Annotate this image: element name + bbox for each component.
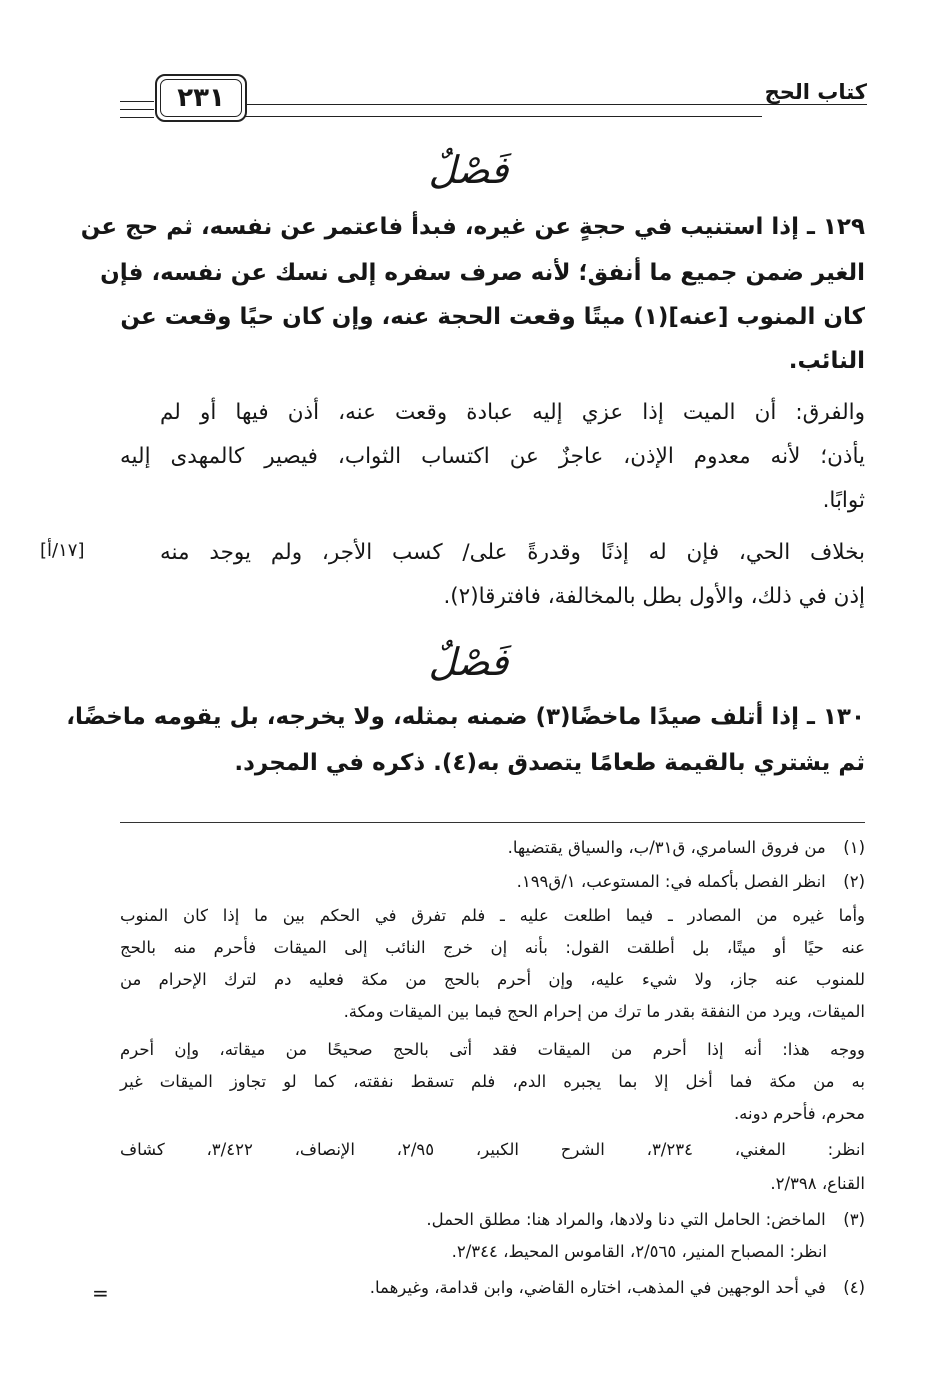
footnote-text-line: انظر: المصباح المنير، ٢/٥٦٥، القاموس المحيط، ٢/٣٤٤. xyxy=(451,1242,827,1261)
footnote-text-line: وأما غيره من المصادر ـ فيما اطلعت عليه ـ فلم تفرق في الحكم بين ما إذا كان المنوب xyxy=(120,906,865,925)
footnote-1 xyxy=(120,838,865,857)
page-number: ٢٣١ xyxy=(177,83,225,113)
footnote-text: انظر الفصل بأكمله في: المستوعب، ١/ق١٩٩. xyxy=(516,872,826,891)
footnote-separator xyxy=(120,822,865,823)
header-rule-left-2 xyxy=(120,109,154,110)
issue-line: ثم يشتري بالقيمة طعامًا يتصدق به(٤). ذكره في المجرد. xyxy=(234,750,865,776)
issue-line: ١٣٠ ـ إذا أتلف صيدًا ماخضًا(٣) ضمنه بمثله، ولا يخرجه، بل يقومه ماخضًا، xyxy=(66,704,865,730)
footnote-text: في أحد الوجهين في المذهب، اختاره القاضي، وابن قدامة، وغيرهما. xyxy=(369,1278,826,1297)
issue-line: كان المنوب [عنه](١) ميتًا وقعت الحجة عنه، وإن كان حيًا وقعت عن xyxy=(120,304,865,330)
footnote-text-line: عنه حيًا أو ميتًا، بل أطلقت القول: بأنه إن خرج النائب إلى الميقات فأحرم منه بالحج xyxy=(120,938,865,957)
difference-line: والفرق: أن الميت إذا عزي إليه عبادة وقعت عنه، أذن فيها أو لم xyxy=(160,400,865,425)
section-heading: فَصْلٌ xyxy=(428,148,509,192)
footnote-number: (٢) xyxy=(843,872,865,891)
header-rule-left-3 xyxy=(120,117,154,118)
header-rule xyxy=(245,104,867,105)
footnote-text-line: الميقات، ويرد من النفقة بقدر ما ترك من إحرام الحج فيما بين الميقات ومكة. xyxy=(343,1002,865,1021)
footnote-text-line: انظر: المغني، ٣/٢٣٤، الشرح الكبير، ٢/٩٥، الإنصاف، ٣/٤٢٢، كشاف xyxy=(120,1140,865,1159)
footnote-text-line: القناع، ٢/٣٩٨. xyxy=(770,1174,865,1193)
header-rule-double xyxy=(245,116,762,117)
header-rule-left xyxy=(120,101,154,102)
footnote-4 xyxy=(120,1278,865,1297)
issue-line: الغير ضمن جميع ما أنفق؛ لأنه صرف سفره إلى نسك عن نفسه، فإن xyxy=(100,260,865,286)
footnote-text-line: ووجه هذا: أنه إذا أحرم من الميقات فقد أتى بالحج صحيحًا من ميقاته، وإن أحرم xyxy=(120,1040,865,1059)
difference-line: يأذن؛ لأنه معدوم الإذن، عاجزٌ عن اكتساب الثواب، فيصير كالمهدى إليه xyxy=(120,444,865,469)
footnote-number: (٤) xyxy=(843,1278,865,1297)
footnote-2 xyxy=(120,872,865,891)
manuscript-folio-note: [١٧/أ] xyxy=(40,540,85,561)
section-heading: فَصْلٌ xyxy=(428,640,509,684)
difference-line: ثوابًا. xyxy=(822,488,865,513)
footnote-3 xyxy=(120,1210,865,1229)
running-head-title: كتاب الحج xyxy=(764,80,867,104)
page-number-badge xyxy=(155,74,247,122)
footnote-number: (٣) xyxy=(843,1210,865,1229)
difference-line: إذن في ذلك، والأول بطل بالمخالفة، فافترقا(٢). xyxy=(443,584,865,609)
issue-line: النائب. xyxy=(788,348,865,374)
footnote-text-line: محرم، فأحرم دونه. xyxy=(733,1104,865,1123)
footnote-text-line: للمنوب عنه جاز، ولا شيء عليه، وإن أحرم بالحج من مكة فعليه دم لترك الإحرام من xyxy=(120,970,865,989)
footnote-text: الماخض: الحامل التي دنا ولادها، والمراد هنا: مطلق الحمل. xyxy=(426,1210,826,1229)
continuation-mark: = xyxy=(92,1281,109,1305)
difference-line: بخلاف الحي، فإن له إذنًا وقدرةً على/ كسب الأجر، ولم يوجد منه xyxy=(160,540,865,565)
footnote-text: من فروق السامري، ق٣١/ب، والسياق يقتضيها. xyxy=(507,838,826,857)
footnote-text-line: به من مكة فما أخل إلا بما يجبره الدم، فلم تسقط نفقته، كما لو تجاوز الميقات غير xyxy=(120,1072,865,1091)
issue-line: ١٢٩ ـ إذا استنيب في حجةٍ عن غيره، فبدأ فاعتمر عن نفسه، ثم حج عن xyxy=(80,214,865,240)
footnote-number: (١) xyxy=(843,838,865,857)
